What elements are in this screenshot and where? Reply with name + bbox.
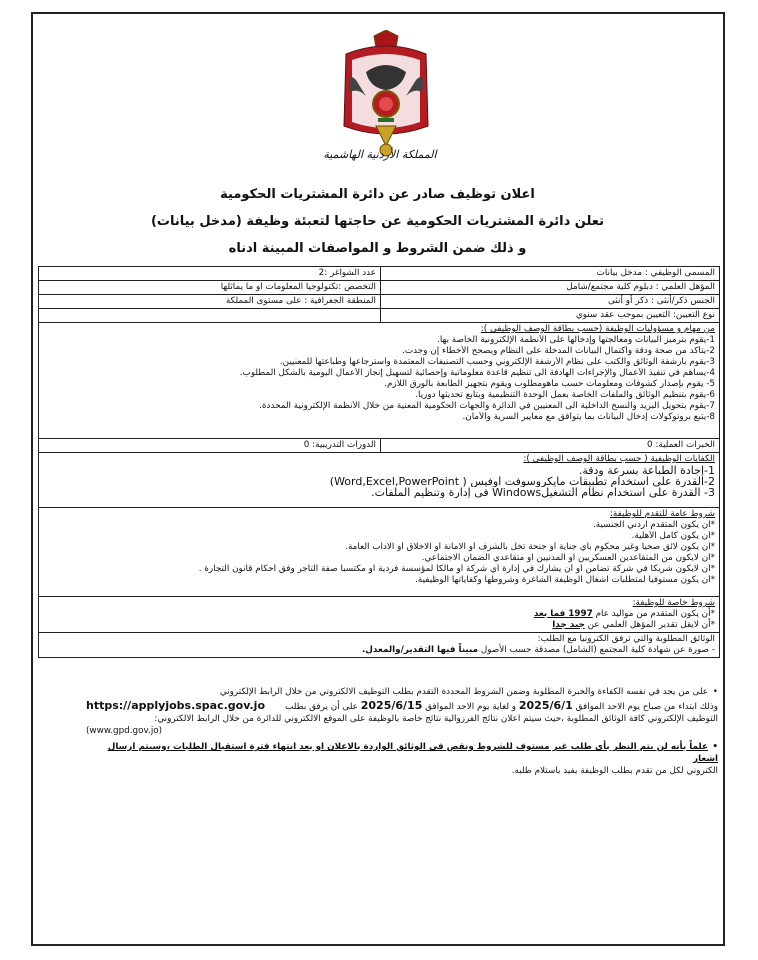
table-row: [39, 267, 720, 281]
general-conditions-cell: [39, 508, 720, 597]
list-item: 1-يقوم بترميز البيانات ومعالجتها وإدخالها على الأنظمة الإلكترونية الخاصة بها.: [437, 335, 715, 345]
vacancies-cell: عدد الشواغر :2: [39, 267, 381, 281]
job-title-cell: المسمى الوظيفي : مدخل بيانات: [381, 267, 720, 281]
table-row: [39, 597, 720, 633]
end-date-label: و لغاية يوم الاحد الموافق: [425, 702, 517, 712]
disclaimer-line: علماً بأنه لن يتم النظر بأي طلب غير مستوف للشروط ونقص في الوثائق الواردة بالاعلان او بعد انتهاء فترة استقبال الطلبات ،وسيتم ارسال اشعار: [107, 742, 718, 764]
list-item: *أن لايكون شريكاً في شركة تضامن أو أن يشارك في إدارة أي شركة أو مالكاً لمؤسسة فردية أو مكتسباً صفة التاجر وفق أحكام قانون التجارة .: [198, 564, 715, 574]
list-item: 4-يساهم في تنفيذ الأعمال والإجراءات الهادفة الى تنظيم قاعدة معلوماتية وإحصائية لتسهيل إنجاز الأعمال اليومية بالشكل المطلوب.: [239, 368, 715, 378]
grade-condition: *أن لايقل تقدير المؤهل العلمي عن: [587, 620, 715, 630]
duties-heading: من مهام و مسؤوليات الوظيفة (حسب بطاقة الوصف الوظيفي ):: [480, 324, 715, 334]
qualification-cell: المؤهل العلمي : دبلوم كلية مجتمع/شامل: [381, 281, 720, 295]
job-details-table: [38, 266, 720, 658]
list-item: 1-إجادة الطباعة بسرعة ودقة.: [578, 465, 715, 476]
duties-cell: [39, 323, 720, 439]
application-instructions: [86, 686, 718, 737]
training-courses-cell: الدورات التدريبية: 0: [39, 439, 381, 453]
list-item: *أن يكون كامل الأهلية.: [631, 531, 715, 541]
list-item: 8-يتبع بروتوكولات إدخال البيانات بما يتوافق مع معايير السرية والأمان.: [462, 412, 715, 422]
apply-url-link[interactable]: https://applyjobs.spac.gov.jo: [86, 699, 265, 712]
start-date: 2025/6/1: [518, 699, 573, 712]
disclaimer-note: [86, 741, 718, 777]
table-row: [39, 439, 720, 453]
list-item: 3- القدرة على استخدام نظام التشغيلWindows في إدارة وتنظيم الملفات.: [371, 487, 715, 498]
practical-experience-cell: الخبرات العملية: 0: [381, 439, 720, 453]
documents-heading: الوثائق المطلوبة والتي ترفق الكترونيا مع الطلب:: [537, 634, 715, 644]
list-item: *أن يكون المتقدم أردني الجنسية.: [592, 520, 715, 530]
list-item: 6-يقوم بتنظيم الوثائق والملفات الخاصة بعمل الوحدة التنظيمية ويتابع تحديثها دوريا.: [415, 390, 715, 400]
competencies-heading: الكفايات الوظيفية ( حسب بطاقة الوصف الوظيفي ):: [523, 454, 715, 464]
list-item: 3-يقوم بأرشفة الوثائق والكتب على نظام الأرشفة الإلكتروني وحسب التصنيفات المعتمدة واسترجاعها وطباعتها للمعنيين.: [279, 357, 715, 367]
list-item: [43, 645, 715, 656]
special-conditions-cell: [39, 597, 720, 633]
list-item: 5- يقوم بإصدار كشوفات ومعلومات حسب ماهومطلوب ويقوم بتجهيز الطابعة بالورق اللازم.: [384, 379, 715, 389]
general-conditions-heading: شروط عامة للتقدم للوظيفة:: [609, 509, 715, 519]
list-item: 2-يتأكد من صحة ودقة واكتمال البيانات المدخلة على النظام ويصحح الأخطاء إن وجدت.: [402, 346, 715, 356]
list-item: 7-يقوم بتحويل البريد والنسخ الداخلية الى المعنيين في الدائرة والجهات الحكومية المعنية من خلال الأنظمة الإلكترونية المحددة.: [259, 401, 715, 411]
table-row: [39, 508, 720, 597]
list-item: [43, 609, 715, 620]
list-item: *أن يكون مستوفياً لمتطلبات اشغال الوظيفة الشاغرة وشروطها وكفاياتها الوظيفية.: [415, 575, 715, 585]
list-item: [43, 620, 715, 631]
gender-cell: الجنس ذكر/أنثى : ذكر أو أنثى: [381, 295, 720, 309]
table-row: [39, 633, 720, 658]
specialization-cell: التخصص :تكنولوجيا المعلومات او ما يماثلها: [39, 281, 381, 295]
jordan-coat-of-arms-emblem: [336, 30, 436, 160]
special-conditions-heading: شروط خاصة للوظيفة:: [632, 598, 715, 608]
birth-year-value: 1997 فما بعد: [533, 609, 593, 619]
bullet-icon: •: [712, 742, 718, 752]
required-documents-cell: [39, 633, 720, 658]
bullet-icon: •: [712, 687, 718, 697]
table-row: [39, 309, 720, 323]
table-row: [39, 281, 720, 295]
birth-year-condition: *أن يكون المتقدم من مواليد عام: [595, 609, 715, 619]
list-item: *أن يكون لائق صحياً وغير محكوم بأي جناية أو جنحة تخل بالشرف أو الامانة او الاخلاق او الاداب العامة.: [345, 542, 715, 552]
announcement-conditions-line: و ذلك ضمن الشروط و المواصفات المبينة ادناه: [228, 241, 527, 256]
results-announcement-line: التوظيف الإلكتروني كافة الوثائق المطلوبة ،حيث سيتم اعلان نتائج الفرزوالية نتائج خاصة بالوظيفة على الموقع الالكتروني للدائرة من خلال الرابط الالكتروني:: [154, 714, 718, 724]
confirmation-notice-line: الكتروني لكل من تقدم بطلب الوظيفة يفيد باستلام طلبه.: [511, 766, 718, 776]
table-row: [39, 295, 720, 309]
competencies-cell: [39, 453, 720, 508]
kingdom-name-calligraphy: المملكة الأردنية الهاشمية: [323, 148, 437, 161]
appointment-type-cell: نوع التعيين: التعيين بموجب عقد سنوي: [381, 309, 720, 323]
table-row: [39, 323, 720, 439]
table-row: [39, 453, 720, 508]
start-date-label: وذلك ابتداء من صباح يوم الاحد الموافق: [575, 702, 718, 712]
gpd-website-link[interactable]: (www.gpd.gov.jo): [86, 726, 163, 736]
grade-value: جيد جدا: [552, 620, 585, 630]
list-item: *أن لايكون من المتقاعدين العسكريين او المدنيين او متقاعدي الضمان الاجتماعي.: [421, 553, 715, 563]
end-date: 2025/6/15: [360, 699, 423, 712]
region-cell: المنطقة الجغرافية : على مستوى المملكة: [39, 295, 381, 309]
announcement-subtitle: تعلن دائرة المشتريات الحكومية عن حاجتها لتعبئة وظيفة (مدخل بيانات): [150, 214, 605, 229]
list-item: 2-القدرة على استخدام تطبيقات مايكروسوفت أوفيس ( Word,Excel,PowerPoint): [329, 476, 715, 487]
instructions-line: على من يجد في نفسه الكفاءة والخبرة المطلوبة وضمن الشروط المحددة التقدم بطلب التوظيف الالكتروني من خلال الرابط الإلكتروني: [219, 687, 708, 697]
document-item-emphasis: مبيناً فيها التقدير/والمعدل.: [361, 645, 479, 655]
document-item: - صورة عن شهادة كلية المجتمع (الشامل) مصدقة حسب الأصول: [480, 645, 715, 655]
attachment-note: على أن يرفق بطلب: [285, 702, 358, 712]
empty-cell: [39, 309, 381, 323]
announcement-title: اعلان توظيف صادر عن دائرة المشتريات الحكومية: [220, 187, 535, 202]
